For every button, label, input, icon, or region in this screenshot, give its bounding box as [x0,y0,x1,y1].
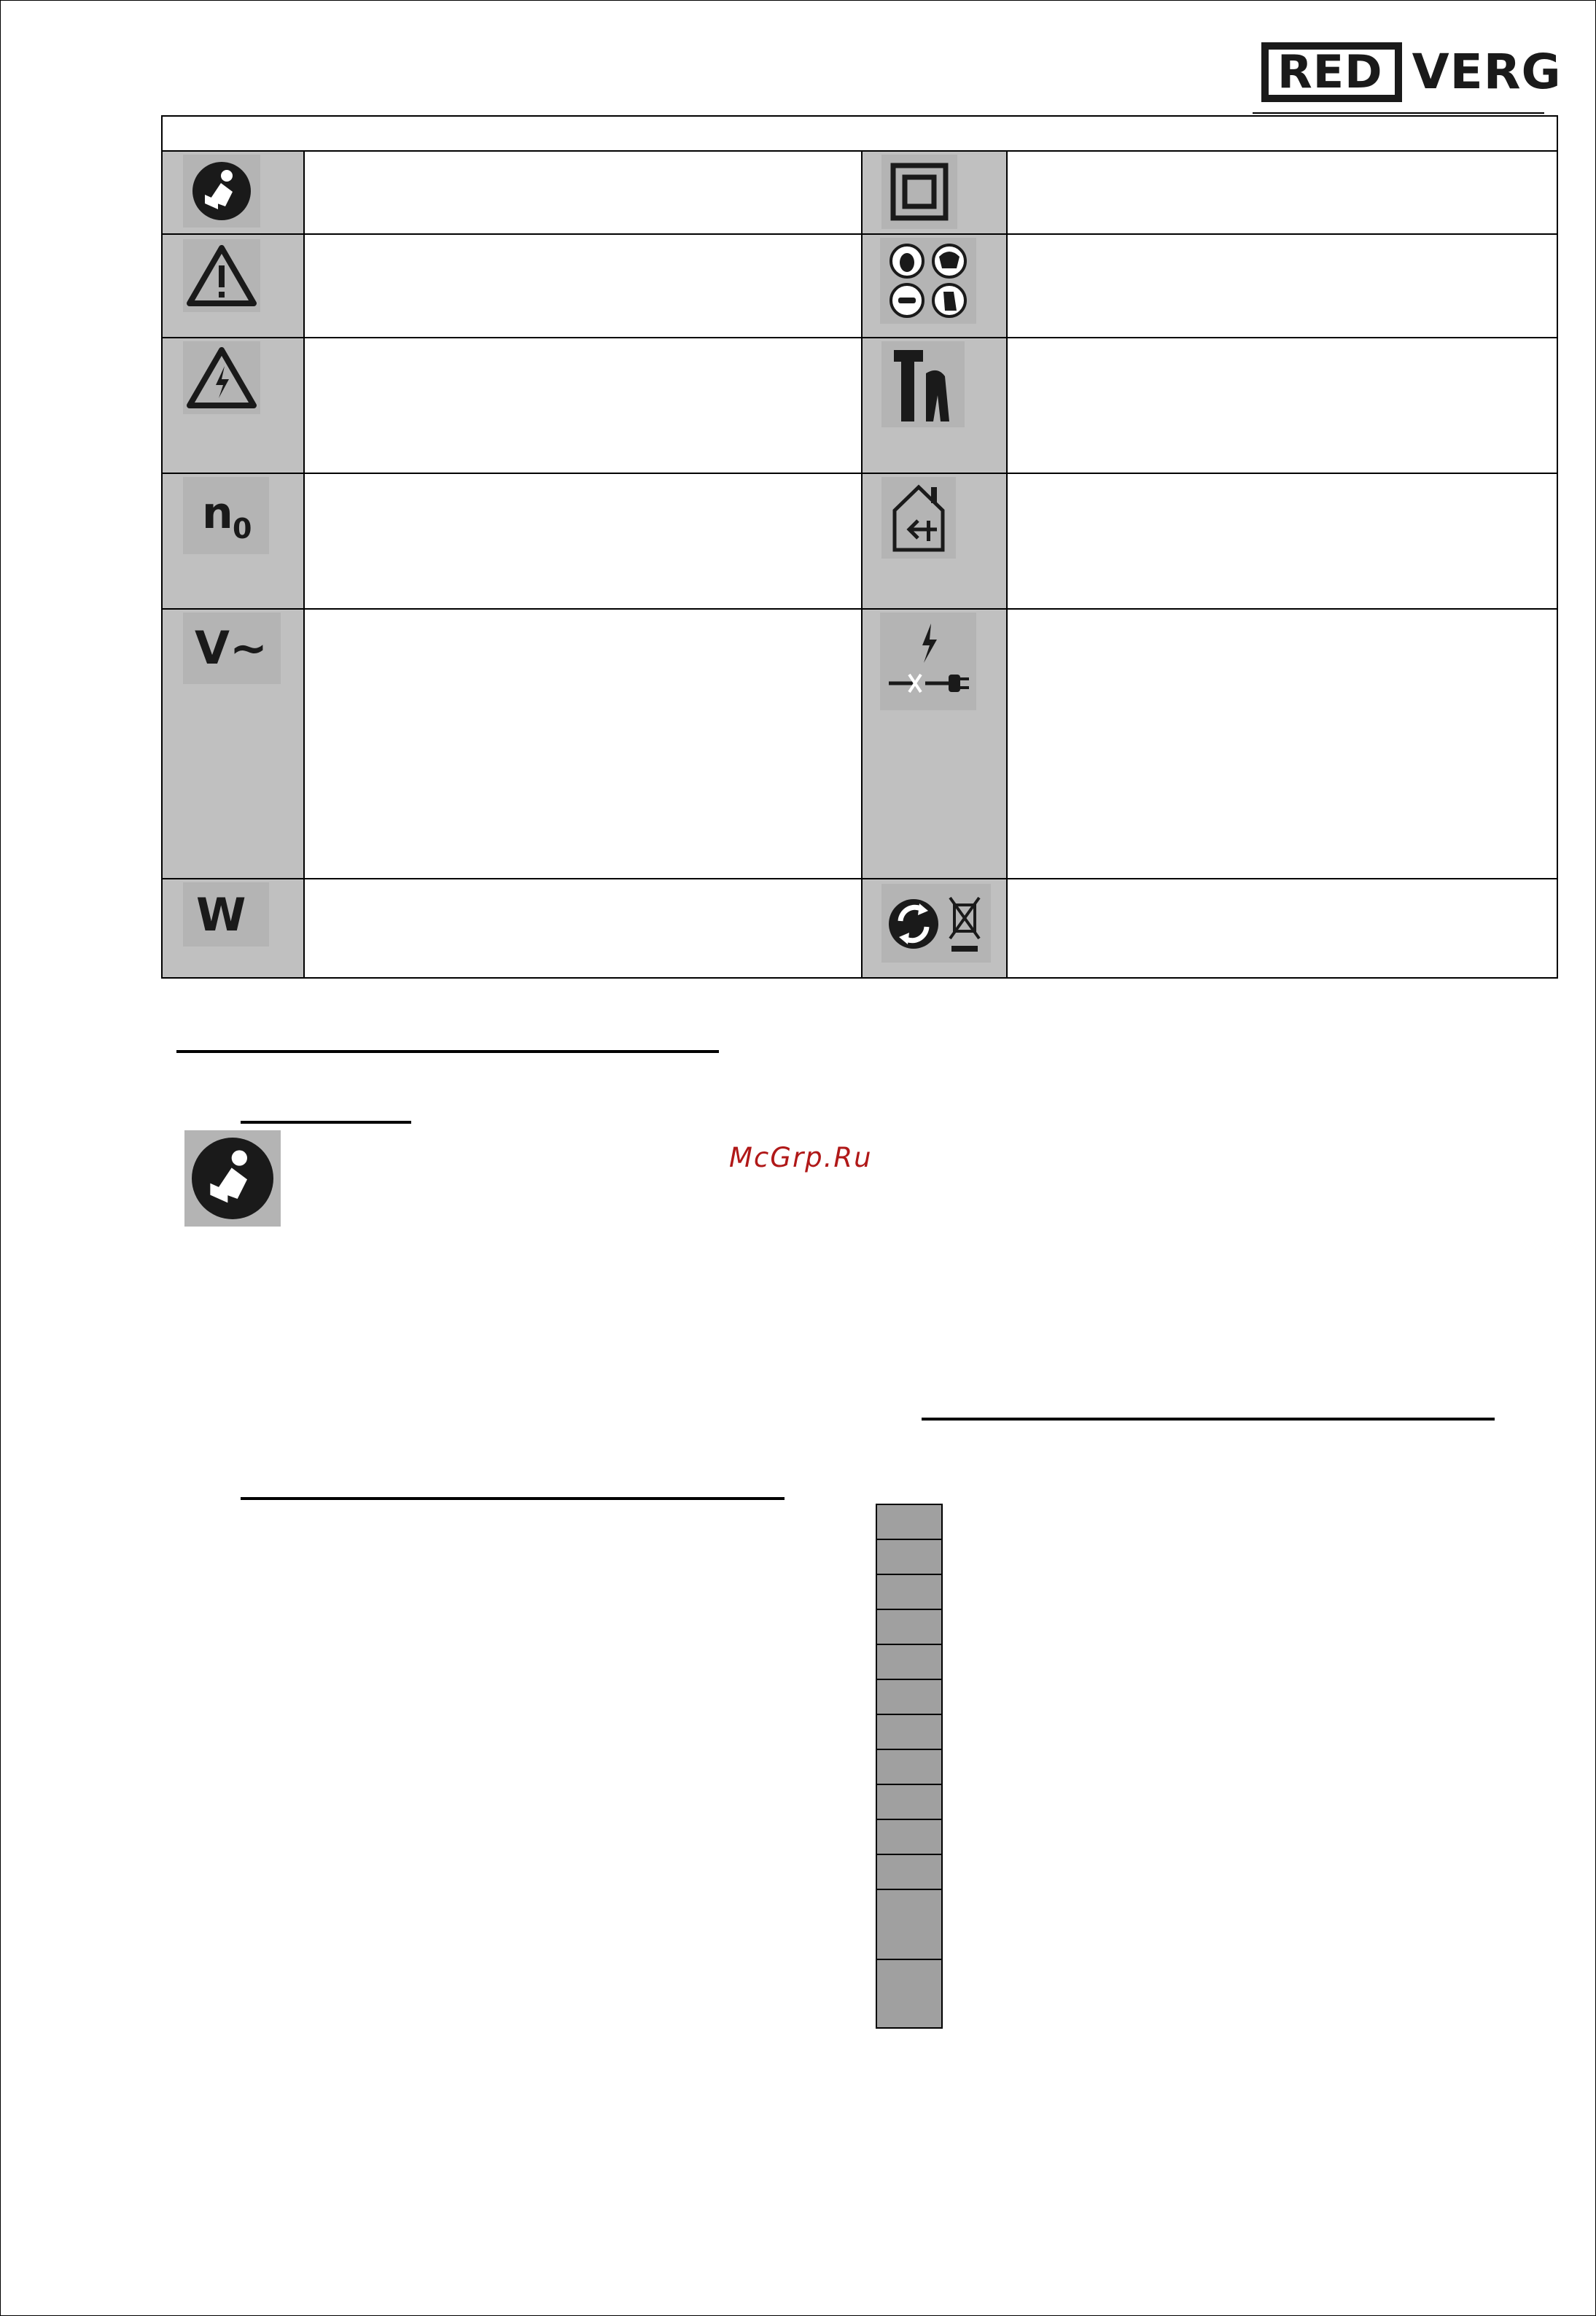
symbols-table [161,115,1558,979]
recycling-disposal-icon [881,884,991,963]
column-divider [303,152,305,977]
column-divider [861,152,863,977]
no-load-speed-label: n [202,488,233,539]
watt-icon [183,882,269,947]
row-divider [163,878,1557,879]
table-row [877,1680,941,1715]
warning-triangle-icon [183,239,260,312]
header-rule [1253,112,1544,114]
table-header-row [163,117,1557,152]
row-divider [163,233,1557,235]
table-row [877,1785,941,1820]
table-row [877,1575,941,1610]
table-row [877,1855,941,1890]
protective-equipment-icon [880,238,976,324]
table-row [877,1540,941,1575]
table-row [877,1715,941,1750]
section-heading-underline [922,1418,1495,1421]
spec-table [876,1504,943,2029]
table-row [877,1890,941,1960]
logo-verg-text: VERG [1412,44,1562,100]
section-heading-underline [176,1050,719,1053]
indoor-use-icon [881,477,956,559]
row-divider [163,608,1557,610]
row-divider [163,473,1557,474]
voltage-ac-icon [183,613,281,684]
section-heading-underline [241,1497,785,1500]
subsection-heading-underline [241,1121,411,1124]
row-divider [163,337,1557,338]
table-row [877,1960,941,2027]
table-row [877,1645,941,1680]
no-load-speed-icon [183,477,269,554]
double-insulation-icon [881,155,957,229]
keep-hands-away-icon [881,341,965,427]
redverg-logo [1261,42,1562,102]
table-row [877,1750,941,1785]
table-row [877,1820,941,1855]
damaged-cord-unplug-icon [880,613,976,710]
table-row [877,1610,941,1645]
watermark: McGrp.Ru [729,1142,873,1173]
no-load-speed-subscript: 0 [233,513,252,545]
watt-label: W [196,888,246,941]
electric-hazard-icon [183,341,260,414]
table-row [877,1505,941,1540]
read-manual-icon [183,155,260,228]
voltage-label: V~ [195,621,268,675]
read-manual-icon [184,1130,281,1227]
logo-red-text: RED [1261,42,1402,102]
column-divider [1006,152,1008,977]
